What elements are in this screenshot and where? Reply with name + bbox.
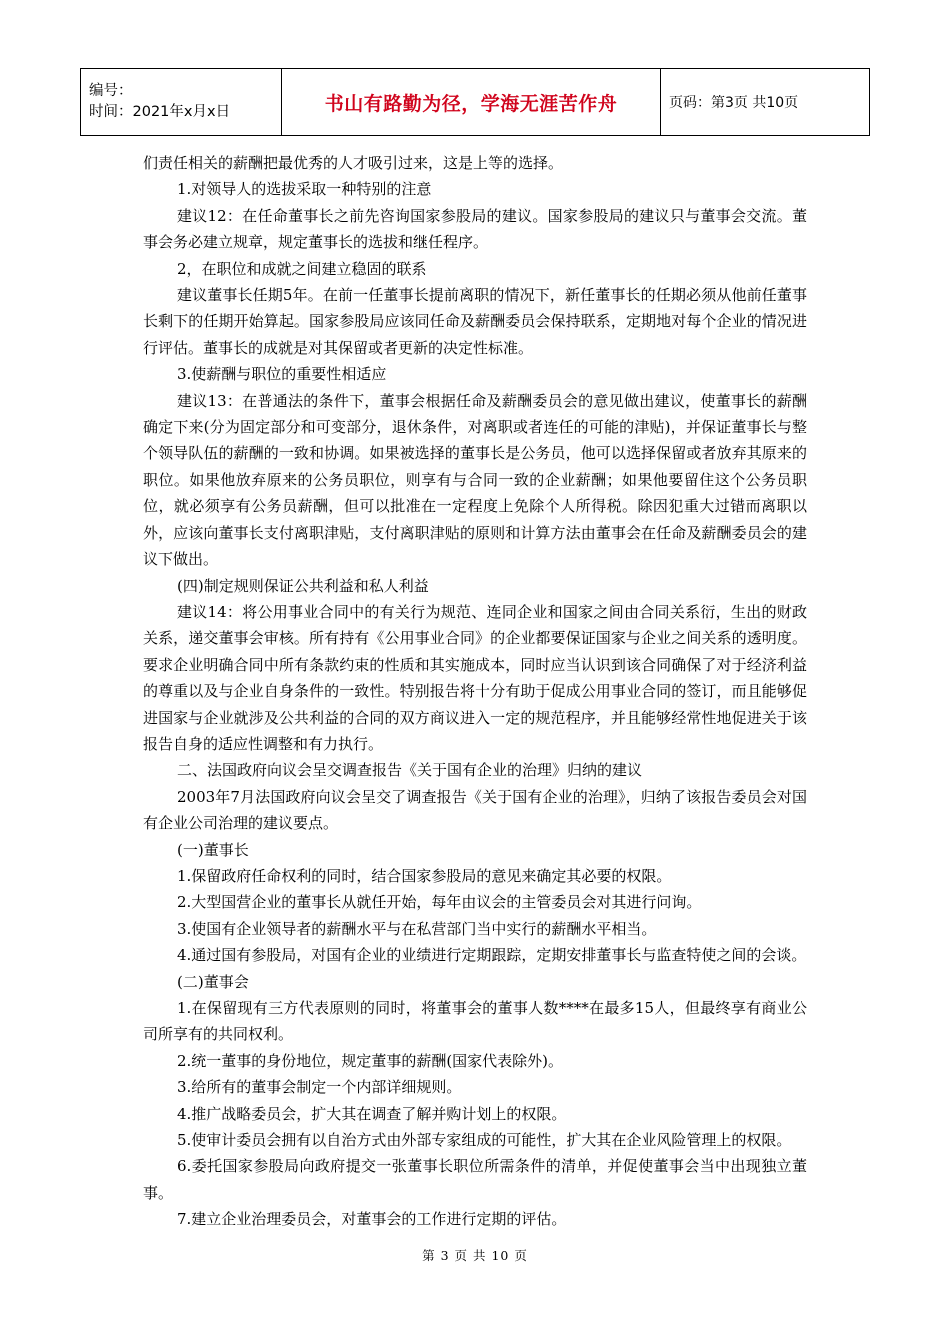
body-paragraph: 3.使薪酬与职位的重要性相适应 [177, 365, 387, 384]
page-footer: 第 3 页 共 10 页 [422, 1248, 528, 1263]
header-meta-cell [81, 69, 282, 136]
document-body [143, 150, 807, 1233]
body-paragraph: 3.给所有的董事会制定一个内部详细规则。 [177, 1078, 462, 1097]
body-paragraph: 2.统一董事的身份地位，规定董事的薪酬(国家代表除外)。 [177, 1051, 564, 1070]
header-page-info: 页码：第3页 共10页 [661, 69, 870, 136]
body-paragraph: 2003年7月法国政府向议会呈交了调查报告《关于国有企业的治理》，归纳了该报告委员会对国有企业公司治理的建议要点。 [143, 787, 807, 833]
body-paragraph: 1.保留政府任命权利的同时，结合国家参股局的意见来确定其必要的权限。 [177, 866, 672, 885]
body-paragraph: 建议董事长任期5年。在前一任董事长提前离职的情况下，新任董事长的任期必须从他前任董事长剩下的任期开始算起。国家参股局应该同任命及薪酬委员会保持联系，定期地对每个企业的情况进行评估。董事长的成就是对其保留或者更新的决定性标准。 [143, 286, 807, 357]
body-paragraph: 建议13：在普通法的条件下，董事会根据任命及薪酬委员会的意见做出建议，使董事长的薪酬确定下来(分为固定部分和可变部分，退休条件，对离职或者连任的可能的津贴)，并保证董事长与整个领导队伍的薪酬的一致和协调。如果被选择的董事长是公务员，他可以选择保留或者放弃其原来的职位。如果他放弃原来的公务员职位，则享有与合同一致的企业薪酬；如果他要留住这个公务员职位，就必须享有公务员薪酬，但可以批准在一定程度上免除个人所得税。除因犯重大过错而离职以外，应该向董事长支付离职津贴，支付离职津贴的原则和计算方法由董事会在任命及薪酬委员会的建议下做出。 [143, 391, 807, 569]
document-number-label: 编号： [89, 83, 133, 99]
body-paragraph: 1.在保留现有三方代表原则的同时，将董事会的董事人数****在最多15人，但最终享有商业公司所享有的共同权利。 [143, 999, 807, 1044]
document-date-label: 时间：2021年x月x日 [89, 104, 231, 120]
body-paragraph: (四)制定规则保证公共利益和私人利益 [177, 576, 429, 595]
body-paragraph: 2.大型国营企业的董事长从就任开始，每年由议会的主管委员会对其进行问询。 [177, 893, 702, 912]
body-paragraph: 们责任相关的薪酬把最优秀的人才吸引过来，这是上等的选择。 [143, 154, 564, 172]
body-paragraph: 4.通过国有参股局，对国有企业的业绩进行定期跟踪，定期安排董事长与监查特使之间的会谈。 [177, 946, 807, 965]
body-paragraph: 2，在职位和成就之间建立稳固的联系 [177, 259, 427, 278]
body-paragraph: (一)董事长 [177, 840, 249, 859]
body-paragraph: (二)董事会 [177, 972, 249, 991]
body-paragraph: 建议12：在任命董事长之前先咨询国家参股局的建议。国家参股局的建议只与董事会交流。董事会务必建立规章，规定董事长的选拔和继任程序。 [143, 206, 807, 252]
body-paragraph: 4.推广战略委员会，扩大其在调查了解并购计划上的权限。 [177, 1104, 567, 1123]
body-paragraph: 7.建立企业治理委员会，对董事会的工作进行定期的评估。 [177, 1210, 567, 1229]
body-paragraph: 二、法国政府向议会呈交调查报告《关于国有企业的治理》归纳的建议 [177, 761, 643, 780]
body-paragraph: 建议14：将公用事业合同中的有关行为规范、连同企业和国家之间由合同关系衍，生出的财政关系，递交董事会审核。所有持有《公用事业合同》的企业都要保证国家与企业之间关系的透明度。要求企业明确合同中所有条款约束的性质和其实施成本，同时应当认识到该合同确保了对于经济利益的尊重以及与企业自身条件的一致性。特别报告将十分有助于促成公用事业合同的签订，而且能够促进国家与企业就涉及公共利益的合同的双方商议进入一定的规范程序，并且能够经常性地促进关于该报告自身的适应性调整和有力执行。 [143, 602, 807, 753]
page-header [80, 68, 870, 136]
header-motto: 书山有路勤为径，学海无涯苦作舟 [282, 69, 661, 136]
body-paragraph: 5.使审计委员会拥有以自治方式由外部专家组成的可能性，扩大其在企业风险管理上的权限。 [177, 1131, 792, 1150]
body-paragraph: 3.使国有企业领导者的薪酬水平与在私营部门当中实行的薪酬水平相当。 [177, 919, 657, 938]
body-paragraph: 6.委托国家参股局向政府提交一张董事长职位所需条件的清单，并促使董事会当中出现独立董事。 [143, 1157, 807, 1202]
body-paragraph: 1.对领导人的选拔采取一种特别的注意 [177, 180, 432, 199]
